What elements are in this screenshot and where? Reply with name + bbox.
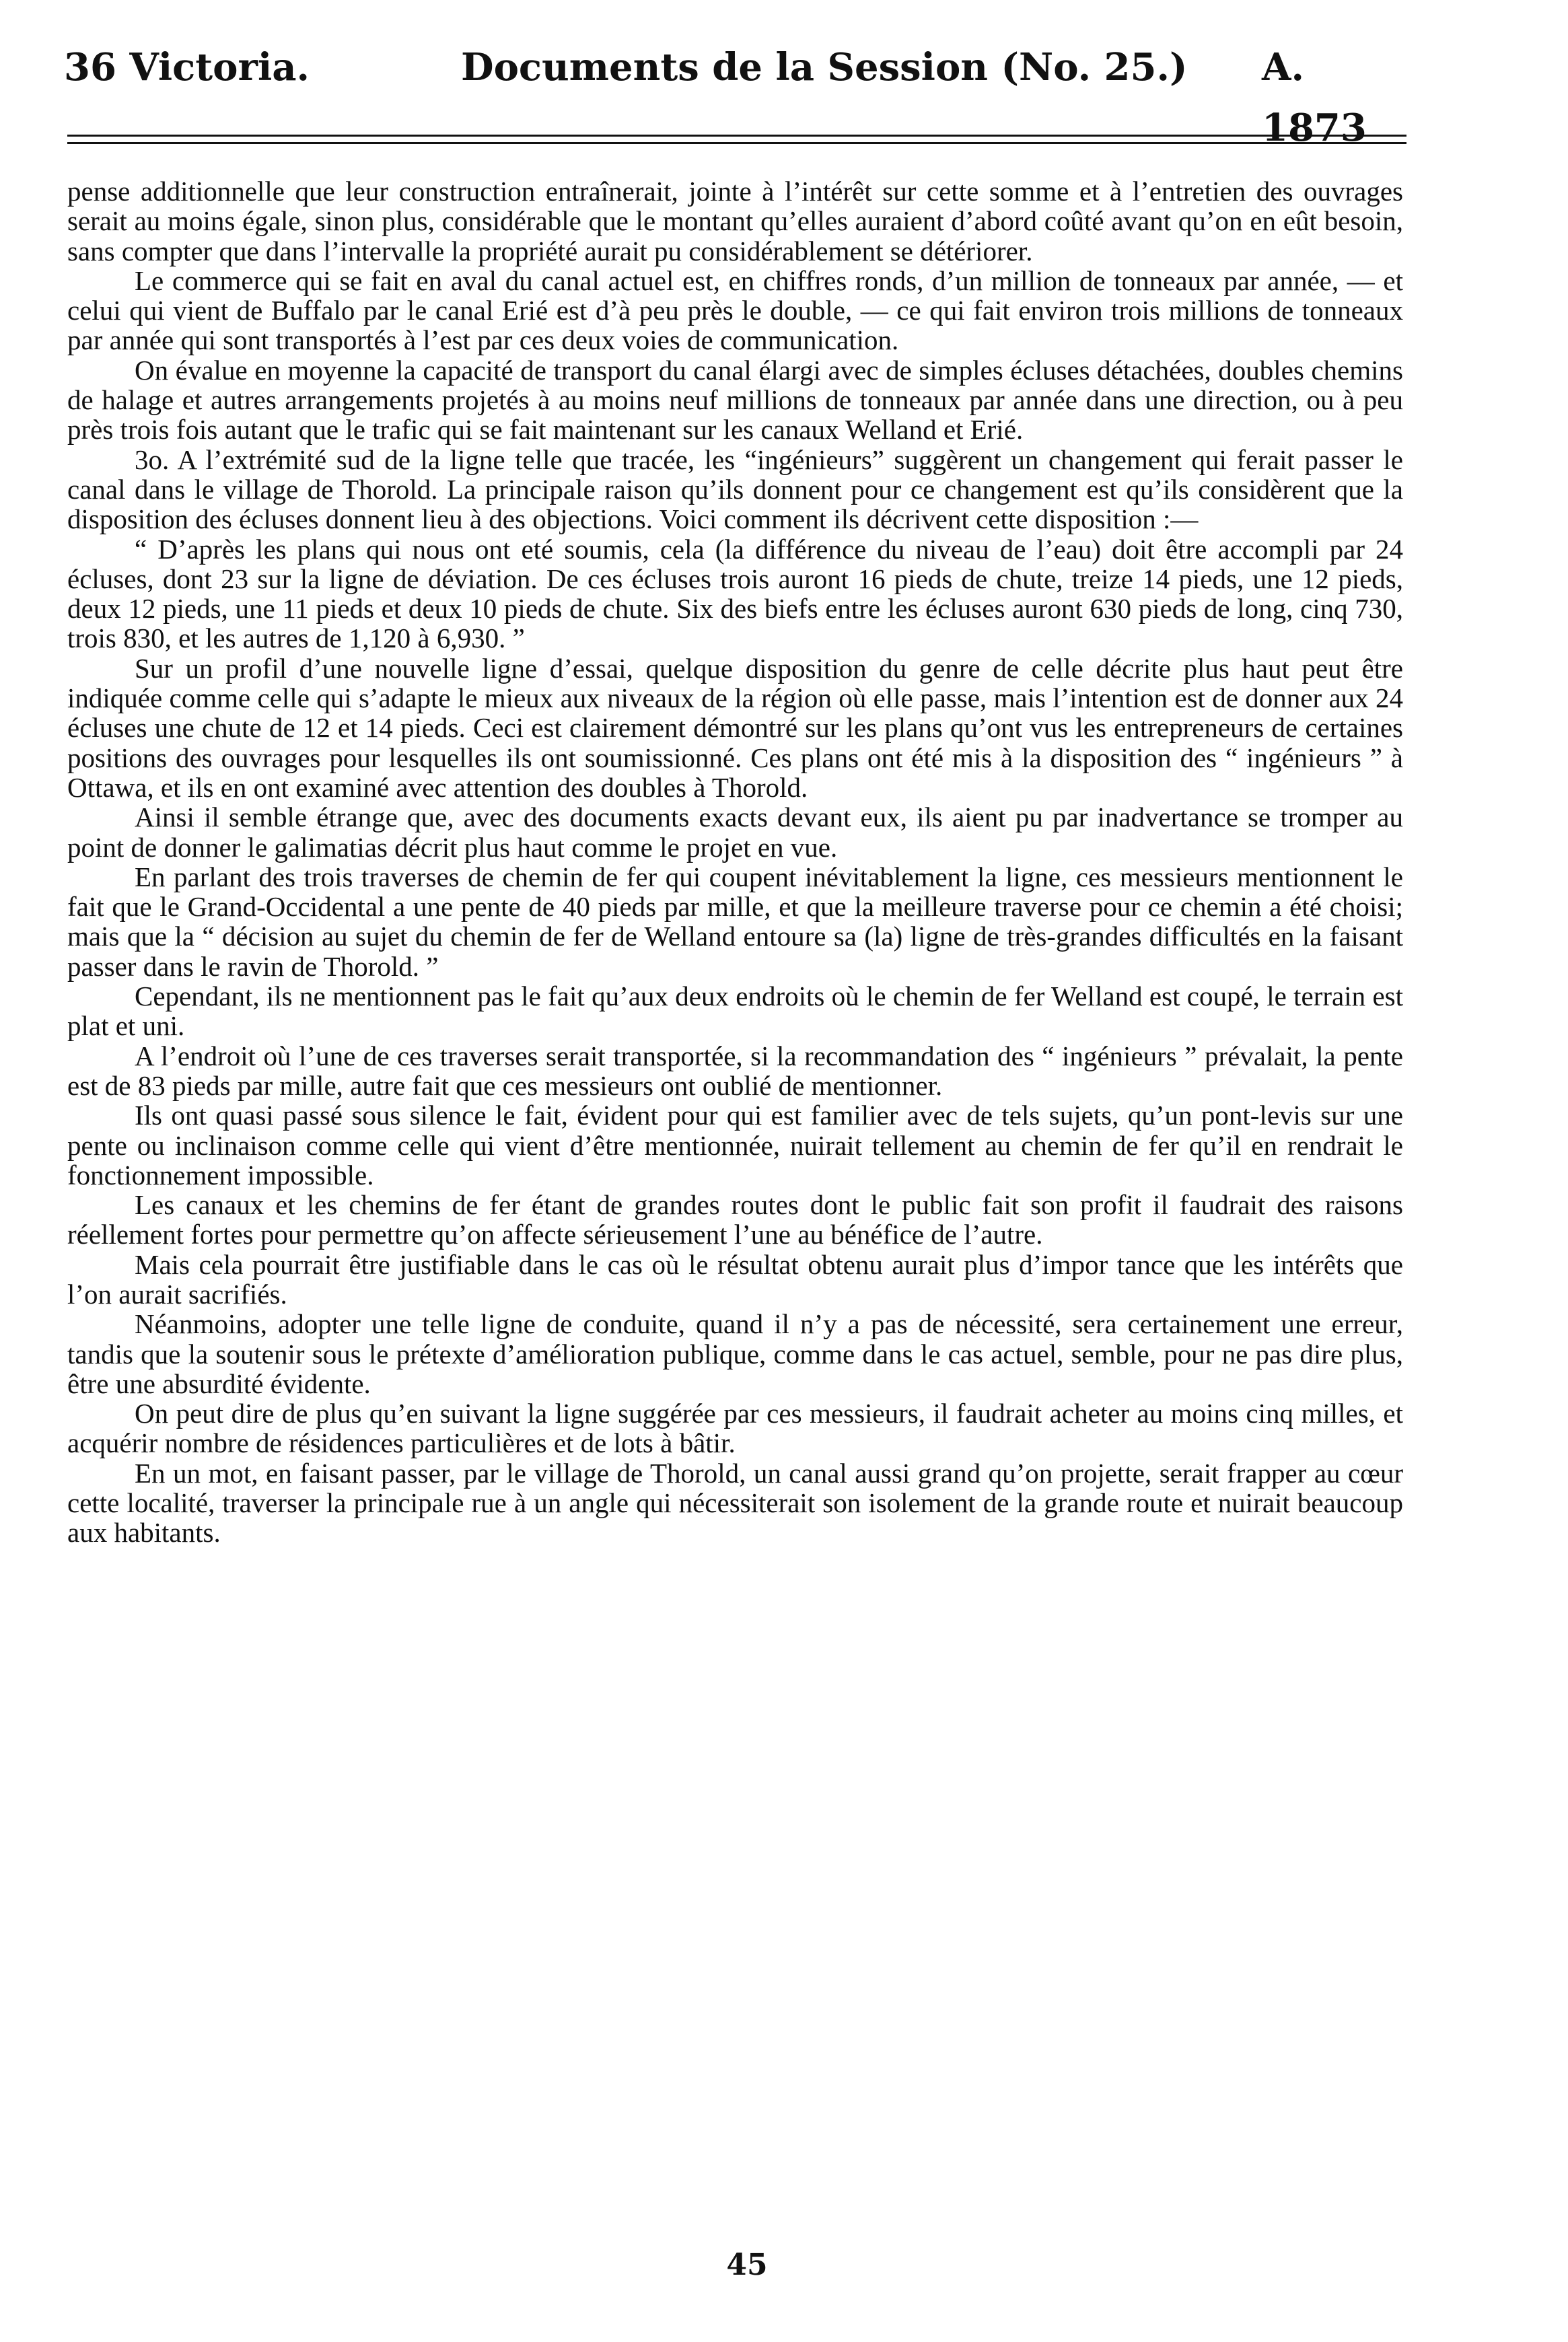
header-year: A. 1873 [1262,45,1367,150]
header-rule-top [67,135,1406,137]
paragraph: Sur un profil d’une nouvelle ligne d’essai, quelque disposition du genre de celle décrite plus haut peut être indiquée comme celle qui s’adapte le mieux aux niveaux de la région où elle passe, mais l’intention est de donner aux 24 écluses une chute de 12 et 14 pieds. Ceci est clairement démontré sur les plans qu’ont vus les entrepreneurs de certaines positions des ouvrages pour lesquelles ils ont soumissionné. Ces plans ont été mis à la disposition des “ ingénieurs ” à Ottawa, et ils en ont examiné avec attention des doubles à Thorold. [67,652,1403,803]
header-rule [67,135,1406,144]
paragraph: 3o. A l’extrémité sud de la ligne telle que tracée, les “ingénieurs” suggèrent un changement qui ferait passer le canal dans le village de Thorold. La principale raison qu’ils donnent pour ce changement est qu’ils considèrent que la disposition des écluses donnent lieu à des objections. Voici comment ils décrivent cette disposition :— [67,443,1403,535]
paragraph: pense additionnelle que leur construction entraînerait, jointe à l’intérêt sur cette somme et à l’entretien des ouvrages serait au moins égale, sinon plus, considérable que le montant qu’elles auraient d’abord coûté avant qu’on en eût besoin, sans compter que dans l’intervalle la propriété aurait pu considérablement se détériorer. [67,176,1403,267]
header-rule-bottom [67,142,1406,144]
running-header [64,37,1410,150]
paragraph: Les canaux et les chemins de fer étant de grandes routes dont le public fait son profit il faudrait des raisons réellement fortes pour permettre qu’on affecte sérieusement l’une au bénéfice de l’autre. [67,1189,1403,1250]
paragraph: On peut dire de plus qu’en suivant la ligne suggérée par ces messieurs, il faudrait acheter au moins cinq milles, et acquérir nombre de résidences particulières et de lots à bâtir. [67,1398,1403,1459]
paragraph: En un mot, en faisant passer, par le village de Thorold, un canal aussi grand qu’on projette, serait frapper au cœur cette localité, traverser la principale rue à un angle qui nécessiterait son isolement de la grande route et nuirait beaucoup aux habitants. [67,1457,1403,1549]
paragraph: Ils ont quasi passé sous silence le fait, évident pour qui est familier avec de tels sujets, qu’un pont-levis sur une pente ou inclinaison comme celle qui vient d’être mentionnée, nuirait tellement au chemin de fer qu’il en rendrait le fonctionnement impossible. [67,1100,1403,1191]
header-volume: 36 Victoria. [64,45,310,90]
paragraph: Ainsi il semble étrange que, avec des documents exacts devant eux, ils aient pu par inadvertance se tromper au point de donner le galimatias décrit plus haut comme le projet en vue. [67,802,1403,863]
body-text [67,176,1403,1548]
paragraph: A l’endroit où l’une de ces traverses serait transportée, si la recommandation des “ ingénieurs ” prévalait, la pente est de 83 pieds par mille, autre fait que ces messieurs ont oublié de mentionner. [67,1040,1403,1101]
paragraph: Cependant, ils ne mentionnent pas le fait qu’aux deux endroits où le chemin de fer Welland est coupé, le terrain est plat et uni. [67,981,1403,1042]
paragraph: Néanmoins, adopter une telle ligne de conduite, quand il n’y a pas de nécessité, sera certainement une erreur, tandis que la soutenir sous le prétexte d’amélioration publique, comme dans le cas actuel, semble, pour ne pas dire plus, être une absurdité évidente. [67,1308,1403,1399]
page-number: 45 [726,2248,768,2282]
paragraph: En parlant des trois traverses de chemin de fer qui coupent inévitablement la ligne, ces messieurs mentionnent le fait que le Grand-Occidental a une pente de 40 pieds par mille, et que la meilleure traverse pour ce chemin a été choisi; mais que la “ décision au sujet du chemin de fer de Welland entoure sa (la) ligne de très-grandes difficultés en la faisant passer dans le ravin de Thorold. ” [67,861,1403,982]
paragraph: Le commerce qui se fait en aval du canal actuel est, en chiffres ronds, d’un million de tonneaux par année, — et celui qui vient de Buffalo par le canal Erié est d’à peu près le double, — ce qui fait environ trois millions de tonneaux par année qui sont transportés à l’est par ces deux voies de communication. [67,264,1403,356]
paragraph: Mais cela pourrait être justifiable dans le cas où le résultat obtenu aurait plus d’impor tance que les intérêts que l’on aurait sacrifiés. [67,1248,1403,1310]
header-title: Documents de la Session (No. 25.) [461,45,1188,90]
paragraph: On évalue en moyenne la capacité de transport du canal élargi avec de simples écluses détachées, doubles chemins de halage et autres arrangements projetés à au moins neuf millions de tonneaux par année dans une direction, ou à peu près trois fois autant que le trafic qui se fait maintenant sur les canaux Welland et Erié. [67,354,1403,446]
quoted-paragraph: “ D’après les plans qui nous ont eté soumis, cela (la différence du niveau de l’eau) doit être accompli par 24 écluses, dont 23 sur la ligne de déviation. De ces écluses trois auront 16 pieds de chute, treize 14 pieds, une 12 pieds, deux 12 pieds, une 11 pieds et deux 10 pieds de chute. Six des biefs entre les écluses auront 630 pieds de long, cinq 730, trois 830, et les autres de 1,120 à 6,930. ” [67,533,1403,654]
